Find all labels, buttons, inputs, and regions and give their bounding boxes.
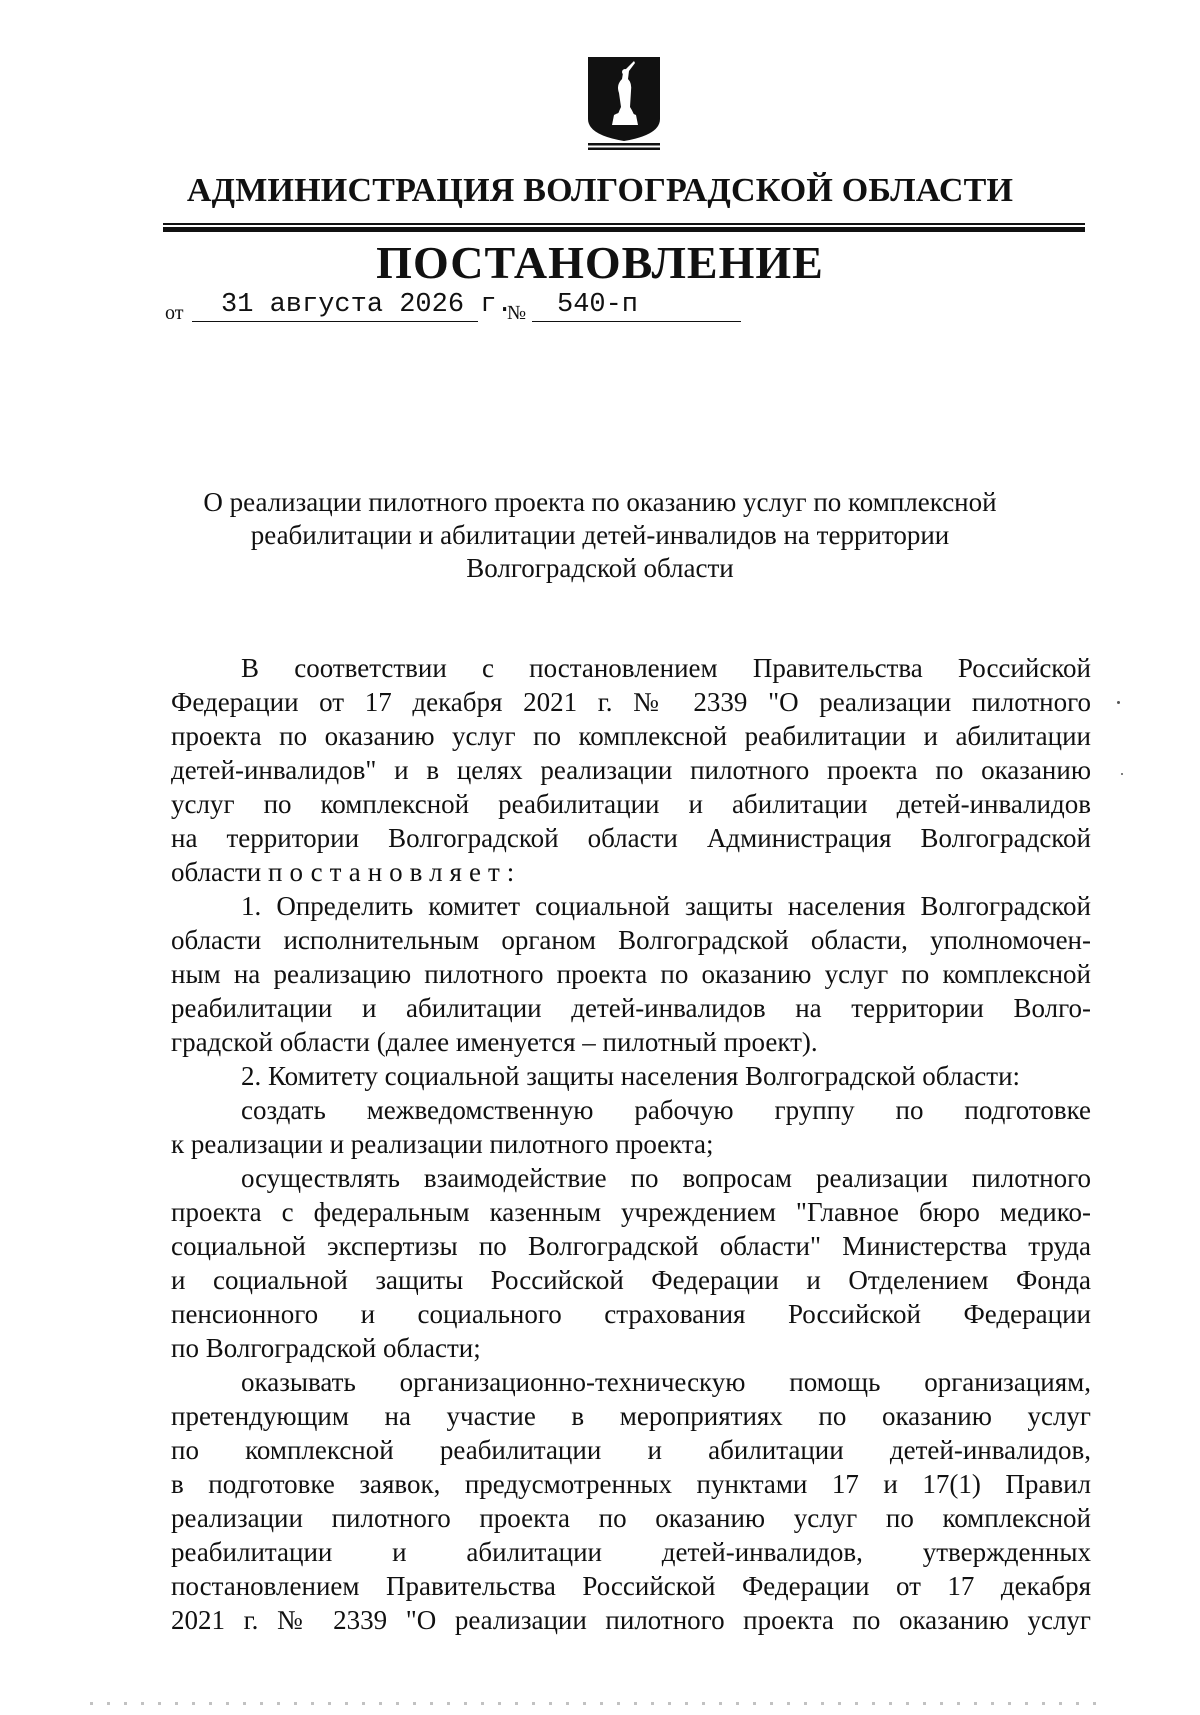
body-line: реализации пилотного проекта по оказанию услуг по комплексной: [171, 1503, 1091, 1533]
resolves-word: постановляет:: [268, 857, 522, 887]
from-label: от: [165, 302, 184, 324]
body-line: детей-инвалидов" и в целях реализации пилотного проекта по оказанию: [171, 755, 1091, 785]
subject-line: Волгоградской области: [466, 553, 734, 583]
scan-speck: [1121, 773, 1123, 775]
body-line: по Волгоградской области;: [171, 1333, 481, 1363]
scan-speck: [1117, 701, 1120, 704]
volgograd-region-emblem-icon: [586, 55, 662, 151]
scan-bottom-edge: [90, 1702, 1100, 1705]
body-line: на территории Волгоградской области Администрация Волгоградской: [171, 823, 1091, 853]
body-line: осуществлять взаимодействие по вопросам реализации пилотного: [241, 1163, 1091, 1193]
body-line: реабилитации и абилитации детей-инвалидов на территории Волго-: [171, 993, 1091, 1023]
body-line-fragment: области: [171, 857, 262, 887]
body-line: претендующим на участие в мероприятиях по оказанию услуг: [171, 1401, 1091, 1431]
body-line: 1. Определить комитет социальной защиты населения Волгоградской: [241, 891, 1091, 921]
number-underline: [532, 321, 741, 322]
date-underline: [192, 321, 478, 322]
body-line: социальной экспертизы по Волгоградской области" Министерства труда: [171, 1231, 1091, 1261]
body-line: в подготовке заявок, предусмотренных пунктами 17 и 17(1) Правил: [171, 1469, 1091, 1499]
body-line: реабилитации и абилитации детей-инвалидов, утвержденных: [171, 1537, 1091, 1567]
body-line: создать межведомственную рабочую группу по подготовке: [241, 1095, 1091, 1125]
body-line: 2021 г. № 2339 "О реализации пилотного проекта по оказанию услуг: [171, 1605, 1091, 1635]
body-line: В соответствии с постановлением Правительства Российской: [241, 653, 1091, 683]
body-line-resolves: [171, 855, 1091, 889]
body-line: области исполнительным органом Волгоградской области, уполномочен-: [171, 925, 1091, 955]
document-date-number-line: [165, 290, 745, 326]
document-body: [171, 651, 1091, 1637]
body-line: оказывать организационно-техническую помощь организациям,: [241, 1367, 1091, 1397]
body-line: Федерации от 17 декабря 2021 г. № 2339 "О реализации пилотного: [171, 687, 1091, 717]
body-line: пенсионного и социального страхования Российской Федерации: [171, 1299, 1091, 1329]
number-label: №: [507, 302, 527, 324]
body-line: градской области (далее именуется – пилотный проект).: [171, 1027, 818, 1057]
document-subject: [160, 486, 1040, 585]
document-type-title: ПОСТАНОВЛЕНИЕ: [376, 237, 824, 288]
body-line: проекта с федеральным казенным учреждением "Главное бюро медико-: [171, 1197, 1091, 1227]
body-line: и социальной защиты Российской Федерации и Отделением Фонда: [171, 1265, 1091, 1295]
body-line: к реализации и реализации пилотного проекта;: [171, 1129, 714, 1159]
body-line: услуг по комплексной реабилитации и абилитации детей-инвалидов: [171, 789, 1091, 819]
subject-line: О реализации пилотного проекта по оказанию услуг по комплексной: [203, 487, 997, 517]
header-rule-thick: [163, 227, 1085, 232]
organization-title: АДМИНИСТРАЦИЯ ВОЛГОГРАДСКОЙ ОБЛАСТИ: [186, 172, 1014, 209]
body-line: ным на реализацию пилотного проекта по оказанию услуг по комплексной: [171, 959, 1091, 989]
document-date: 31 августа 2026 г.: [221, 290, 513, 320]
subject-line: реабилитации и абилитации детей-инвалидов на территории: [250, 520, 950, 550]
document-number: 540-п: [557, 290, 639, 320]
body-line: по комплексной реабилитации и абилитации детей-инвалидов,: [171, 1435, 1091, 1465]
body-line: проекта по оказанию услуг по комплексной реабилитации и абилитации: [171, 721, 1091, 751]
body-line: 2. Комитету социальной защиты населения Волгоградской области:: [241, 1061, 1021, 1091]
body-line: постановлением Правительства Российской Федерации от 17 декабря: [171, 1571, 1091, 1601]
header-rule-thin: [163, 223, 1085, 225]
